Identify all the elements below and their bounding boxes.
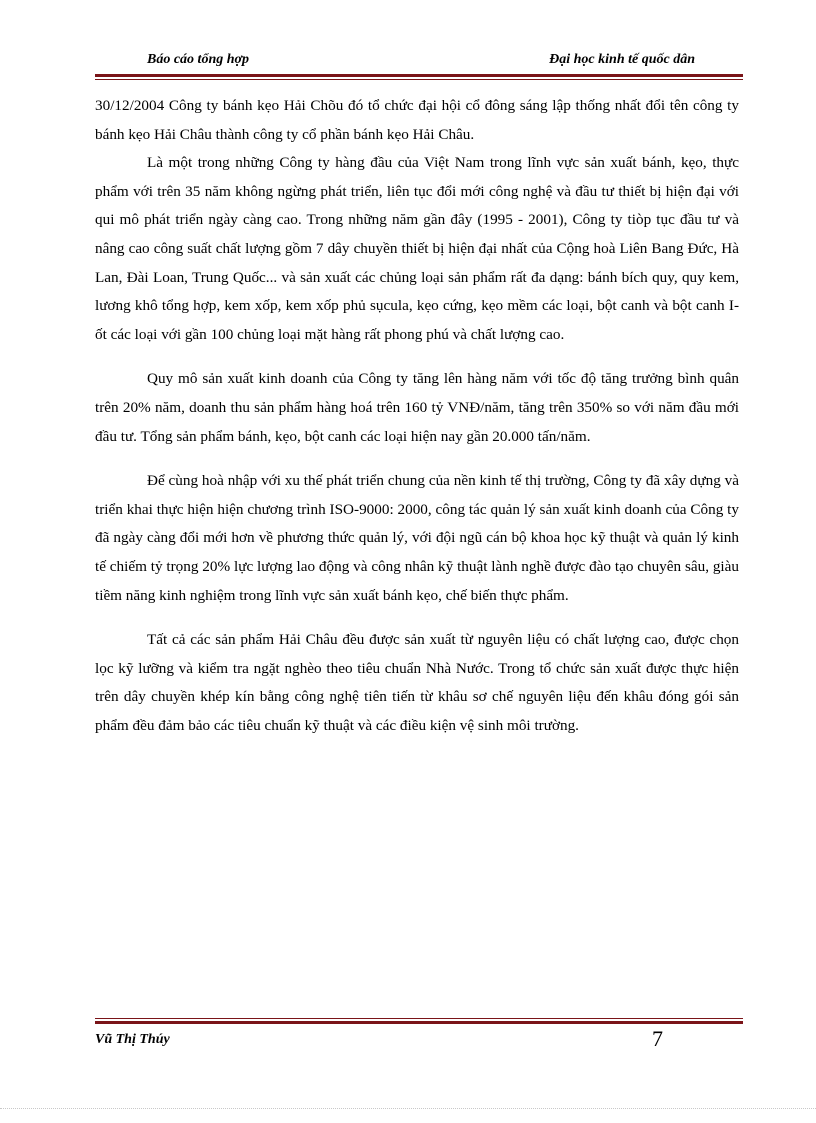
header-rule bbox=[95, 74, 743, 80]
body-text bbox=[95, 92, 739, 740]
footer-author: Vũ Thị Thúy bbox=[95, 1032, 170, 1047]
page-footer bbox=[95, 1026, 743, 1054]
paragraph: Để cùng hoà nhập với xu thế phát triển chung của nền kinh tế thị trường, Công ty đã xây dựng và triển khai thực hiện hiện chương trình ISO-9000: 2000, công tác quản lý sản xuất kinh doanh của Công ty đã ngày càng đổi mới hơn về phương thức quản lý, với đội ngũ cán bộ khoa học kỹ thuật và quản lý kinh tế chiếm tỷ trọng 20% lực lượng lao động và công nhân kỹ thuật lành nghề được đào tạo chuyên sâu, giàu tiềm năng kinh nghiệm trong lĩnh vực sản xuất bánh kẹo, chế biến thực phẩm. bbox=[95, 472, 739, 604]
page-boundary bbox=[0, 1108, 816, 1109]
paragraph: Là một trong những Công ty hàng đầu của Việt Nam trong lĩnh vực sản xuất bánh, kẹo, thực phẩm với trên 35 năm không ngừng phát triển, liên tục đổi mới công nghệ và đầu tư thiết bị hiện đại với qui mô phát triển ngày càng cao. Trong những năm gần đây (1995 - 2001), Công ty tiòp tục đầu tư và nâng cao công suất chất lượng gồm 7 dây chuyền thiết bị hiện đại nhất của Cộng hoà Liên Bang Đức, Hà Lan, Đài Loan, Trung Quốc... và sản xuất các chủng loại sản phẩm rất đa dạng: bánh bích quy, quy kem, lương khô tổng hợp, kem xốp, kem xốp phủ sụcula, kẹo cứng, kẹo mềm các loại, bột canh và bột canh I-ốt các loại với gần 100 chủng loại mặt hàng rất phong phú và chất lượng cao. bbox=[95, 154, 739, 343]
paragraph: Tất cả các sản phẩm Hải Châu đều được sản xuất từ nguyên liệu có chất lượng cao, được chọn lọc kỹ lưỡng và kiểm tra ngặt nghèo theo tiêu chuẩn Nhà Nước. Trong tổ chức sản xuất được thực hiện trên dây chuyền khép kín bằng công nghệ tiên tiến từ khâu sơ chế nguyên liệu đến khâu đóng gói sản phẩm đều đảm bảo các tiêu chuẩn kỹ thuật và các điều kiện vệ sinh môi trường. bbox=[95, 631, 739, 734]
footer-rule bbox=[95, 1018, 743, 1024]
paragraph: Quy mô sản xuất kinh doanh của Công ty tăng lên hàng năm với tốc độ tăng trưởng bình quân trên 20% năm, doanh thu sản phẩm hàng hoá trên 160 tỷ VNĐ/năm, tăng trên 350% so với năm đầu mới đầu tư. Tổng sản phẩm bánh, kẹo, bột canh các loại hiện nay gần 20.000 tấn/năm. bbox=[95, 370, 739, 445]
header-report-title: Báo cáo tổng hợp bbox=[147, 52, 250, 67]
page-number: 7 bbox=[652, 1026, 663, 1051]
paragraph: 30/12/2004 Công ty bánh kẹo Hải Chõu đó tổ chức đại hội cổ đông sáng lập thống nhất đổi tên công ty bánh kẹo Hải Châu thành công ty cổ phần bánh kẹo Hải Châu. bbox=[95, 97, 739, 143]
header-university: Đại học kinh tế quốc dân bbox=[549, 52, 695, 67]
page-header bbox=[95, 52, 743, 72]
